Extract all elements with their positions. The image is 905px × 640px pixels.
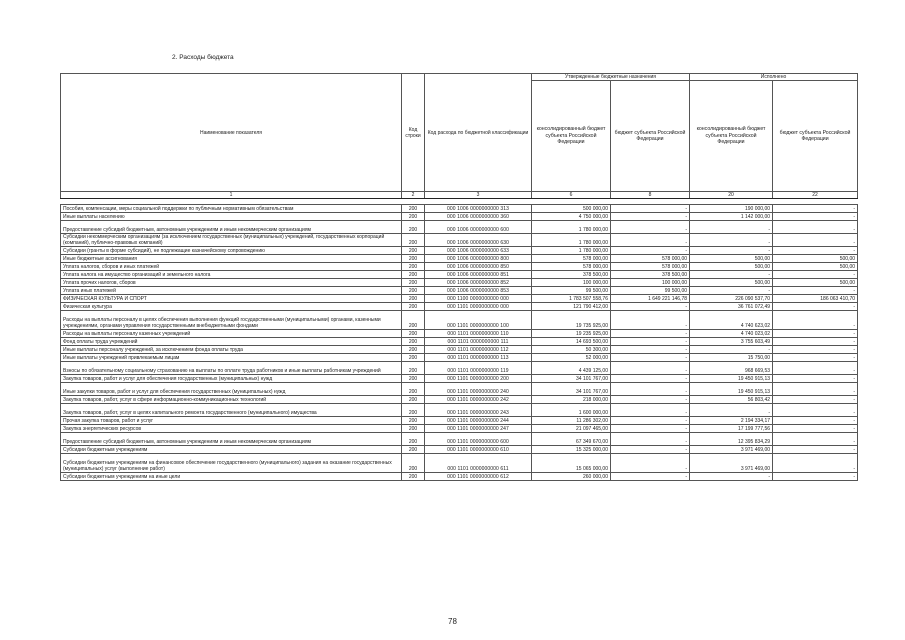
row-consolidated-approved: 21 097 465,00 [532,425,611,433]
column-number: 3 [425,192,532,199]
row-classification: 000 1100 0000000000 000 [425,295,532,303]
row-code: 200 [402,383,425,396]
row-name: Уплата налогов, сборов и иных платежей [61,263,402,271]
row-classification: 000 1006 0000000000 850 [425,263,532,271]
row-subject-approved: - [611,221,690,234]
row-classification: 000 1006 0000000000 360 [425,213,532,221]
row-name: Физическая культура [61,303,402,311]
row-consolidated-executed: - [690,287,773,295]
row-subject-approved: - [611,303,690,311]
row-consolidated-approved: 1 783 507 558,76 [532,295,611,303]
row-code: 200 [402,446,425,454]
row-classification: 000 1101 0000000000 110 [425,330,532,338]
row-consolidated-executed: - [690,271,773,279]
row-subject-executed: - [773,417,858,425]
header-consolidated-executed: консолидированный бюджет субъекта Российской Федерации [690,81,773,192]
row-subject-executed: - [773,213,858,221]
row-name: Фонд оплаты труда учреждений [61,338,402,346]
row-classification: 000 1101 0000000000 244 [425,417,532,425]
row-name: Уплата иных платежей [61,287,402,295]
row-consolidated-executed: 3 971 469,00 [690,454,773,473]
row-subject-executed: - [773,404,858,417]
row-consolidated-executed: - [690,221,773,234]
row-classification: 000 1101 0000000000 111 [425,338,532,346]
row-code: 200 [402,271,425,279]
row-consolidated-approved: 99 500,00 [532,287,611,295]
row-consolidated-approved: 15 325 000,00 [532,446,611,454]
header-subject-executed: бюджет субъекта Российской Федерации [773,81,858,192]
table-row [61,473,858,481]
row-subject-executed: - [773,338,858,346]
row-consolidated-approved: 34 101 767,00 [532,375,611,383]
table-row [61,454,858,473]
row-subject-approved: - [611,454,690,473]
row-code: 200 [402,338,425,346]
section-title: 2. Расходы бюджета [172,54,234,61]
row-subject-executed: - [773,247,858,255]
row-name: Пособия, компенсации, меры социальной поддержки по публичным нормативным обязательствам [61,205,402,213]
column-number: 8 [611,192,690,199]
row-consolidated-approved: 15 065 000,00 [532,454,611,473]
row-code: 200 [402,247,425,255]
row-code: 200 [402,417,425,425]
row-name: ФИЗИЧЕСКАЯ КУЛЬТУРА И СПОРТ [61,295,402,303]
row-consolidated-approved: 121 790 412,00 [532,303,611,311]
row-name: Уплата прочих налогов, сборов [61,279,402,287]
row-subject-approved: - [611,346,690,354]
column-number: 2 [402,192,425,199]
row-consolidated-approved: 1 780 000,00 [532,234,611,247]
row-code: 200 [402,213,425,221]
row-subject-approved: - [611,446,690,454]
row-consolidated-executed: 500,00 [690,263,773,271]
row-consolidated-executed: 12 395 834,29 [690,433,773,446]
row-classification: 000 1101 0000000000 242 [425,396,532,404]
row-consolidated-executed: 500,00 [690,279,773,287]
row-classification: 000 1006 0000000000 600 [425,221,532,234]
row-name: Иные выплаты персоналу учреждений, за исключением фонда оплаты труда [61,346,402,354]
row-consolidated-executed: 19 450 915,13 [690,383,773,396]
table-row [61,338,858,346]
row-name: Закупка энергетических ресурсов [61,425,402,433]
row-name: Закупка товаров, работ, услуг в сфере информационно-коммуникационных технологий [61,396,402,404]
row-consolidated-approved: 218 000,00 [532,396,611,404]
row-name: Предоставление субсидий бюджетным, автономным учреждениям и иным некоммерческим организациям [61,433,402,446]
table-row [61,255,858,263]
table-row [61,279,858,287]
row-subject-executed: - [773,271,858,279]
table-row [61,234,858,247]
row-name: Уплата налога на имущество организаций и земельного налога [61,271,402,279]
row-code: 200 [402,396,425,404]
row-classification: 000 1101 0000000000 100 [425,311,532,330]
row-consolidated-executed: 3 971 469,00 [690,446,773,454]
row-classification: 000 1101 0000000000 612 [425,473,532,481]
row-consolidated-executed: - [690,404,773,417]
row-consolidated-approved: 4 439 125,00 [532,362,611,375]
row-consolidated-executed: 2 194 334,17 [690,417,773,425]
table-row [61,295,858,303]
row-subject-executed: 500,00 [773,255,858,263]
table-row [61,221,858,234]
table-row [61,271,858,279]
table-row [61,396,858,404]
row-subject-approved: 100 000,00 [611,279,690,287]
row-subject-approved: 578 000,00 [611,255,690,263]
row-consolidated-executed: 4 740 023,02 [690,330,773,338]
header-subject-approved: бюджет субъекта Российской Федерации [611,81,690,192]
header-code: Код строки [402,74,425,192]
row-consolidated-executed: 36 761 072,49 [690,303,773,311]
row-code: 200 [402,404,425,417]
row-code: 200 [402,362,425,375]
row-consolidated-executed: - [690,473,773,481]
row-subject-approved: 378 500,00 [611,271,690,279]
row-subject-executed: - [773,234,858,247]
row-subject-executed: - [773,346,858,354]
row-subject-executed: - [773,330,858,338]
row-name: Расходы на выплаты персоналу в целях обеспечения выполнения функций государственными (муниципальными) органами, казенными учреждениями, органами управления государственными внебюджетными фондами [61,311,402,330]
row-consolidated-approved: 1 600 000,00 [532,404,611,417]
row-name: Расходы на выплаты персоналу казенных учреждений [61,330,402,338]
row-subject-executed: - [773,454,858,473]
row-subject-approved: - [611,205,690,213]
page-number: 78 [448,617,457,626]
row-name: Закупка товаров, работ и услуг для обеспечения государственных (муниципальных) нужд [61,375,402,383]
row-classification: 000 1006 0000000000 852 [425,279,532,287]
row-subject-executed: - [773,396,858,404]
row-name: Иные закупки товаров, работ и услуг для обеспечения государственных (муниципальных) нужд [61,383,402,396]
row-code: 200 [402,346,425,354]
row-code: 200 [402,454,425,473]
row-consolidated-approved: 1 780 000,00 [532,221,611,234]
row-name: Субсидии бюджетным учреждениям [61,446,402,454]
row-classification: 000 1006 0000000000 633 [425,247,532,255]
table-row [61,383,858,396]
table-row [61,263,858,271]
row-classification: 000 1006 0000000000 853 [425,287,532,295]
row-subject-approved: - [611,354,690,362]
row-consolidated-approved: 11 286 302,00 [532,417,611,425]
header-class: Код расхода по бюджетной классификации [425,74,532,192]
table-row [61,446,858,454]
header-group-approved: Утвержденные бюджетные назначения [532,74,690,81]
row-consolidated-executed: 17 199 777,56 [690,425,773,433]
row-consolidated-executed: 4 740 623,02 [690,311,773,330]
row-code: 200 [402,221,425,234]
row-classification: 000 1101 0000000000 112 [425,346,532,354]
table-row [61,330,858,338]
table-row [61,303,858,311]
budget-expenses-table [60,73,858,481]
row-code: 200 [402,263,425,271]
row-classification: 000 1101 0000000000 247 [425,425,532,433]
row-subject-executed: - [773,311,858,330]
row-classification: 000 1101 0000000000 113 [425,354,532,362]
row-subject-executed: - [773,362,858,375]
table-body [61,205,858,481]
row-subject-approved: 1 649 221 146,78 [611,295,690,303]
row-consolidated-approved: 260 000,00 [532,473,611,481]
row-consolidated-approved: 67 349 670,00 [532,433,611,446]
row-consolidated-executed: 968 669,53 [690,362,773,375]
column-number: 1 [61,192,402,199]
table-row [61,205,858,213]
row-classification: 000 1101 0000000000 611 [425,454,532,473]
row-subject-executed: - [773,303,858,311]
row-subject-approved: - [611,213,690,221]
row-subject-executed: - [773,425,858,433]
row-consolidated-approved: 52 000,00 [532,354,611,362]
row-subject-executed: - [773,375,858,383]
table-row [61,417,858,425]
row-name: Субсидии бюджетным учреждениям на иные цели [61,473,402,481]
row-consolidated-approved: 4 750 000,00 [532,213,611,221]
column-number: 6 [532,192,611,199]
row-code: 200 [402,303,425,311]
row-subject-executed: - [773,383,858,396]
row-classification: 000 1006 0000000000 800 [425,255,532,263]
row-subject-approved: - [611,383,690,396]
row-name: Иные выплаты учреждений привлекаемым лицам [61,354,402,362]
row-subject-approved: 578 000,00 [611,263,690,271]
row-code: 200 [402,375,425,383]
row-classification: 000 1101 0000000000 000 [425,303,532,311]
row-classification: 000 1101 0000000000 600 [425,433,532,446]
column-number: 22 [773,192,858,199]
row-consolidated-executed: 3 755 603,49 [690,338,773,346]
row-consolidated-approved: 578 000,00 [532,255,611,263]
row-code: 200 [402,354,425,362]
row-classification: 000 1101 0000000000 243 [425,404,532,417]
row-consolidated-approved: 19 735 925,00 [532,311,611,330]
row-name: Иные бюджетные ассигнования [61,255,402,263]
row-subject-executed: - [773,354,858,362]
row-consolidated-executed: 56 803,42 [690,396,773,404]
row-subject-executed: - [773,446,858,454]
row-consolidated-approved: 1 780 000,00 [532,247,611,255]
row-classification: 000 1101 0000000000 200 [425,375,532,383]
row-code: 200 [402,205,425,213]
row-consolidated-executed: 1 142 000,00 [690,213,773,221]
row-consolidated-approved: 50 300,00 [532,346,611,354]
row-subject-approved: - [611,473,690,481]
row-subject-executed: 186 063 410,70 [773,295,858,303]
table-row [61,346,858,354]
row-consolidated-approved: 19 235 925,00 [532,330,611,338]
table-row [61,213,858,221]
row-classification: 000 1006 0000000000 630 [425,234,532,247]
row-code: 200 [402,473,425,481]
row-name: Предоставление субсидий бюджетным, автономным учреждениям и иным некоммерческим организациям [61,221,402,234]
row-name: Субсидии некоммерческим организациям (за исключением государственных (муниципальных) учреждений, государственных корпораций (компаний), публично-правовых компаний) [61,234,402,247]
row-classification: 000 1006 0000000000 313 [425,205,532,213]
row-subject-executed: - [773,221,858,234]
row-subject-approved: - [611,234,690,247]
row-consolidated-approved: 14 693 500,00 [532,338,611,346]
row-code: 200 [402,433,425,446]
row-consolidated-executed: 226 090 537,70 [690,295,773,303]
row-consolidated-executed: - [690,234,773,247]
table-row [61,247,858,255]
row-consolidated-executed: 15 750,00 [690,354,773,362]
row-subject-executed: - [773,287,858,295]
row-subject-approved: - [611,375,690,383]
row-classification: 000 1101 0000000000 119 [425,362,532,375]
row-code: 200 [402,330,425,338]
row-subject-executed: - [773,433,858,446]
row-code: 200 [402,234,425,247]
row-name: Субсидии бюджетным учреждениям на финансовое обеспечение государственного (муниципального) задания на оказание государственных (муниципальных) услуг (выполнение работ) [61,454,402,473]
row-code: 200 [402,255,425,263]
row-code: 200 [402,295,425,303]
row-subject-approved: - [611,417,690,425]
table-row [61,433,858,446]
row-subject-executed: 500,00 [773,263,858,271]
row-subject-approved: 99 500,00 [611,287,690,295]
row-consolidated-executed: - [690,247,773,255]
row-code: 200 [402,279,425,287]
row-subject-approved: - [611,338,690,346]
row-subject-approved: - [611,404,690,417]
row-consolidated-executed: 190 000,00 [690,205,773,213]
header-name: Наименование показателя [61,74,402,192]
header-group-executed: Исполнено [690,74,858,81]
row-consolidated-approved: 500 000,00 [532,205,611,213]
row-classification: 000 1101 0000000000 610 [425,446,532,454]
row-subject-approved: - [611,425,690,433]
table-row [61,404,858,417]
row-classification: 000 1101 0000000000 240 [425,383,532,396]
row-subject-executed: - [773,473,858,481]
row-subject-approved: - [611,311,690,330]
row-consolidated-executed: 19 450 915,13 [690,375,773,383]
row-name: Закупка товаров, работ, услуг в целях капитального ремонта государственного (муниципального) имущества [61,404,402,417]
row-name: Взносы по обязательному социальному страхованию на выплаты по оплате труда работников и иные выплаты работникам учреждений [61,362,402,375]
header-consolidated-approved: консолидированный бюджет субъекта Российской Федерации [532,81,611,192]
row-consolidated-executed: - [690,346,773,354]
row-subject-approved: - [611,433,690,446]
row-consolidated-executed: 500,00 [690,255,773,263]
table-row [61,354,858,362]
row-classification: 000 1006 0000000000 851 [425,271,532,279]
row-code: 200 [402,311,425,330]
row-name: Прочая закупка товаров, работ и услуг [61,417,402,425]
row-subject-approved: - [611,396,690,404]
row-name: Иные выплаты населению [61,213,402,221]
table-row [61,425,858,433]
row-name: Субсидии (гранты в форме субсидий), не подлежащие казначейскому сопровождению [61,247,402,255]
table-row [61,311,858,330]
table-row [61,287,858,295]
row-consolidated-approved: 100 000,00 [532,279,611,287]
row-consolidated-approved: 34 101 767,00 [532,383,611,396]
row-code: 200 [402,425,425,433]
table-row [61,362,858,375]
row-subject-approved: - [611,362,690,375]
row-subject-approved: - [611,330,690,338]
row-subject-executed: - [773,205,858,213]
row-subject-executed: 500,00 [773,279,858,287]
row-consolidated-approved: 578 000,00 [532,263,611,271]
row-subject-approved: - [611,247,690,255]
column-number: 20 [690,192,773,199]
table-row [61,375,858,383]
row-consolidated-approved: 378 500,00 [532,271,611,279]
row-code: 200 [402,287,425,295]
